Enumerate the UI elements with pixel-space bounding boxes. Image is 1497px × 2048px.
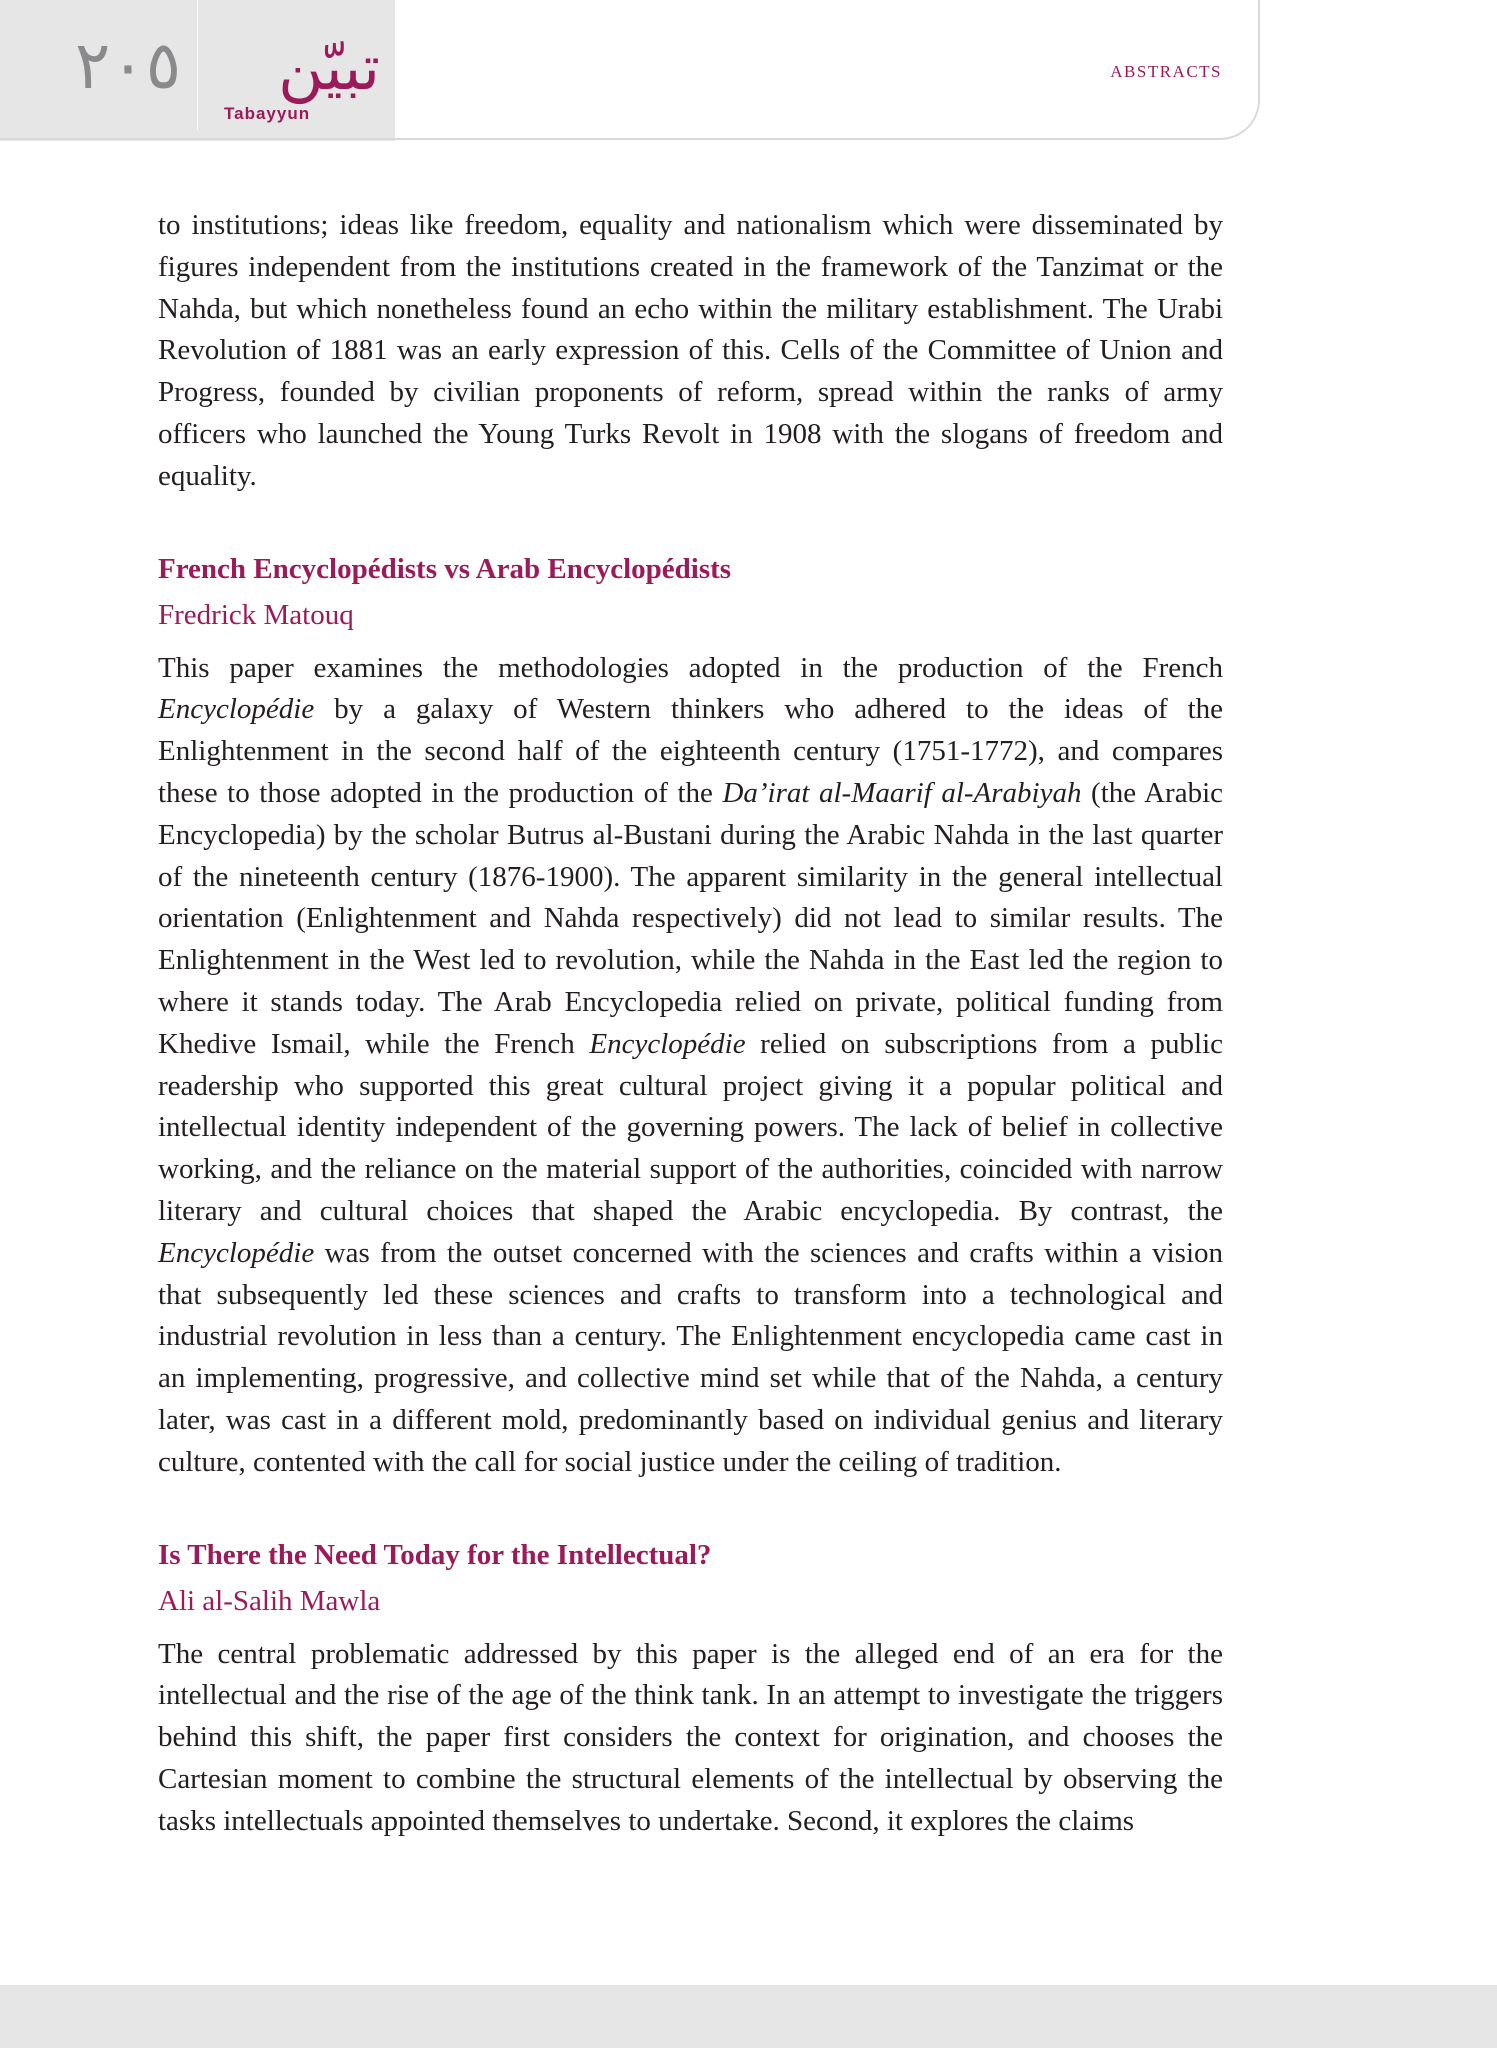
abstract-text: This paper examines the methodologies adopted in the production of the French: [158, 651, 1223, 684]
header-frame: [0, 0, 1260, 140]
article-abstract: The central problematic addressed by this paper is the alleged end of an era for the intellectual and the rise of the age of the think tank. In an attempt to investigate the triggers behind this shift, the paper first considers the context for origination, and chooses the Cartesian moment to combine the structural elements of the intellectual by observing the tasks intellectuals appointed themselves to undertake. Second, it explores the claims: [158, 1637, 1223, 1837]
abstract-text: (the Arabic Encyclopedia) by the scholar Butrus al-Bustani during the Arabic Nahda in the last quarter of the nineteenth century (1876-1900). The apparent similarity in the general intellectual orientation (Enlightenment and Nahda respectively) did not lead to similar results. The Enlightenment in the West led to revolution, while the Nahda in the East led the region to where it stands today. The Arab Encyclopedia relied on private, political funding from Khedive Ismail, while the French: [158, 776, 1223, 1060]
italic-title: Encyclopédie: [158, 693, 315, 726]
header-divider: [197, 0, 198, 130]
article-title: French Encyclopédists vs Arab Encyclopédists: [158, 552, 732, 585]
italic-title: Encyclopédie: [589, 1027, 746, 1060]
italic-title: Encyclopédie: [158, 1236, 315, 1269]
abstract-text: by a galaxy of Western thinkers who adhered to the ideas of the Enlightenment in the second half of the eighteenth century (1751-1772), and compares these to those adopted in the production of the: [158, 693, 1223, 809]
intro-paragraph: to institutions; ideas like freedom, equality and nationalism which were disseminated by figures independent from the institutions created in the framework of the Tanzimat or the Nahda, but which nonetheless found an echo within the military establishment. The Urabi Revolution of 1881 was an early expression of this. Cells of the Committee of Union and Progress, founded by civilian proponents of reform, spread within the ranks of army officers who launched the Young Turks Revolt in 1908 with the slogans of freedom and equality.: [158, 209, 1223, 492]
abstract-text: relied on subscriptions from a public readership who supported this great cultural project giving it a popular political and intellectual identity independent of the governing powers. The lack of belief in collective working, and the reliance on the material support of the authorities, coincided with narrow literary and cultural choices that shaped the Arabic encyclopedia. By contrast, the: [158, 1027, 1223, 1227]
page-content: [158, 205, 1223, 1843]
italic-title: Da’irat al-Maarif al-Arabiyah: [722, 776, 1082, 809]
logo-arabic-text: تبيّن: [278, 31, 380, 104]
abstract-text: was from the outset concerned with the sciences and crafts within a vision that subsequently led these sciences and crafts to transform into a technological and industrial revolution in less than a century. The Enlightenment encyclopedia came cast in an implementing, progressive, and collective mind set while that of the Nahda, a century later, was cast in a different mold, predominantly based on individual genius and literary culture, contented with the call for social justice under the ceiling of tradition.: [158, 1236, 1223, 1478]
article-title: Is There the Need Today for the Intellectual?: [158, 1538, 712, 1571]
article-author: Fredrick Matouq: [158, 598, 354, 631]
logo-latin-text: Tabayyun: [224, 104, 311, 123]
article-abstract: [158, 648, 1223, 1484]
footer-bar: [0, 1985, 1497, 2048]
article-author: Ali al-Salih Mawla: [158, 1584, 381, 1617]
page-number: ٢٠٥: [74, 27, 182, 104]
section-label: ABSTRACTS: [1110, 62, 1222, 81]
